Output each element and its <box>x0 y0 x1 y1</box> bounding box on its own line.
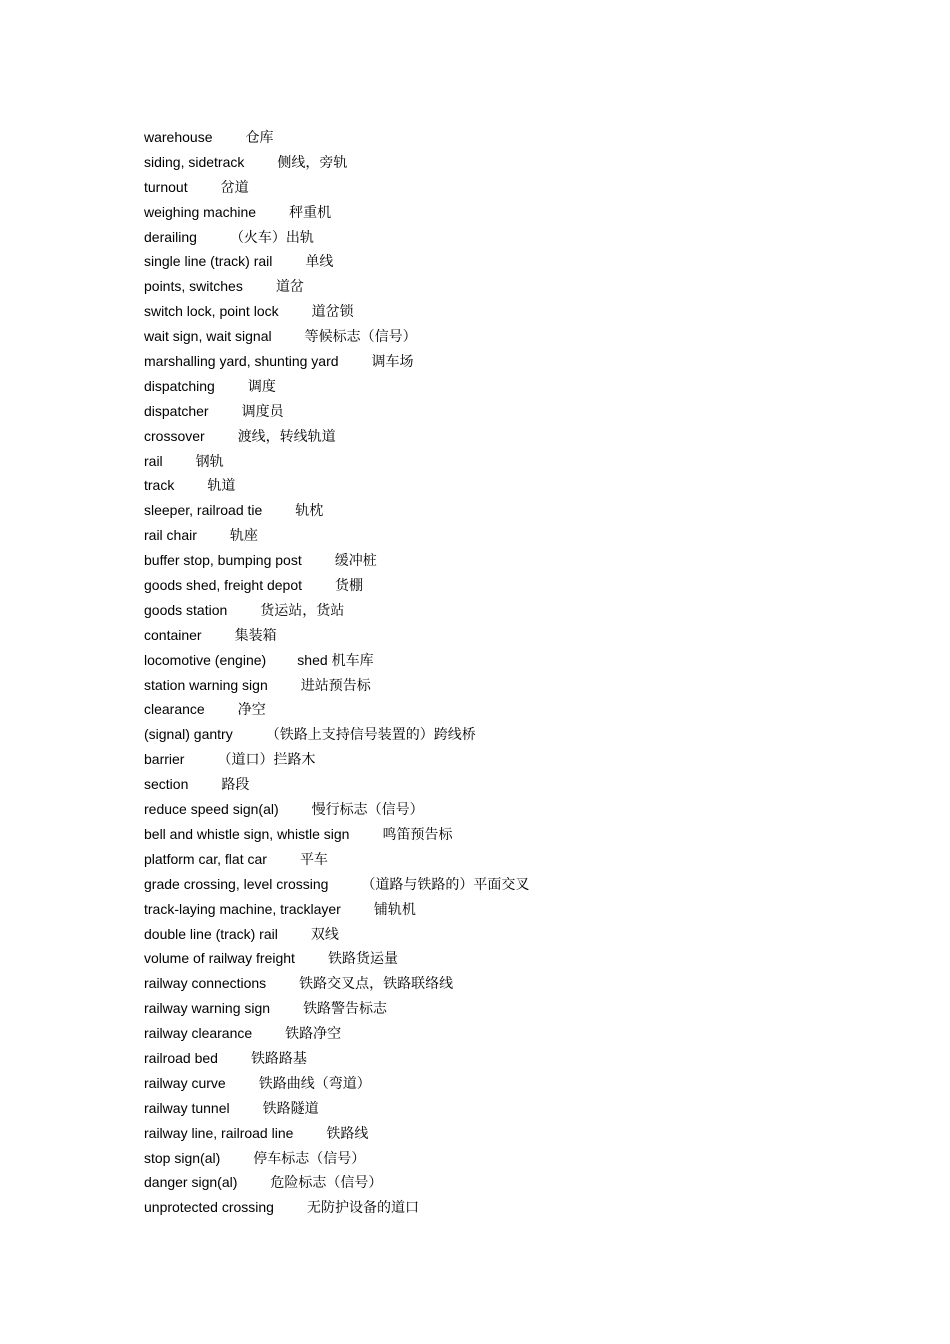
english-term: double line (track) rail <box>144 925 278 942</box>
english-term: warehouse <box>144 129 213 145</box>
chinese-translation: （铁路上支持信号装置的）跨线桥 <box>265 727 476 744</box>
glossary-entry <box>144 573 529 598</box>
english-term: railroad bed <box>144 1049 218 1066</box>
english-term: section <box>144 776 189 793</box>
chinese-translation: 道岔 <box>275 279 304 296</box>
glossary-entry <box>144 1096 529 1121</box>
chinese-translation: 铁路曲线（弯道） <box>258 1075 371 1092</box>
chinese-translation: （道口）拦路木 <box>217 752 316 769</box>
glossary-entry <box>144 772 529 797</box>
chinese-translation: （火车）出轨 <box>229 229 314 246</box>
english-term: railway connections <box>144 975 267 992</box>
glossary-entry <box>144 498 529 523</box>
english-term: railway curve <box>144 1074 226 1091</box>
english-term: container <box>144 626 202 643</box>
chinese-translation: 货运站，货站 <box>260 602 345 619</box>
glossary-entry <box>144 374 529 399</box>
glossary-entry <box>144 648 529 673</box>
english-term: siding, sidetrack <box>144 153 245 170</box>
english-term: rail chair <box>144 527 197 544</box>
english-term: (signal) gantry <box>144 726 233 743</box>
glossary-entry <box>144 1121 529 1146</box>
glossary-entry <box>144 673 529 698</box>
chinese-translation: 道岔锁 <box>311 304 354 321</box>
glossary-entry <box>144 548 529 573</box>
chinese-translation: 铁路线 <box>326 1125 369 1142</box>
glossary-entry <box>144 847 529 872</box>
english-term: grade crossing, level crossing <box>144 875 329 892</box>
chinese-translation: 路段 <box>221 777 250 794</box>
glossary-entry <box>144 150 529 175</box>
chinese-translation: 钢轨 <box>195 453 224 470</box>
english-term: switch lock, point lock <box>144 303 279 320</box>
glossary-entry <box>144 946 529 971</box>
glossary-entry <box>144 324 529 349</box>
glossary-entry <box>144 722 529 747</box>
glossary-entry <box>144 200 529 225</box>
english-term: volume of railway freight <box>144 950 295 967</box>
english-term: derailing <box>144 228 197 245</box>
english-term: reduce speed sign(al) <box>144 801 279 818</box>
chinese-translation: 鸣笛预告标 <box>382 826 453 843</box>
chinese-translation: 侧线，旁轨 <box>277 154 348 171</box>
english-term: goods station <box>144 601 228 618</box>
english-term: crossover <box>144 427 205 444</box>
glossary-entry <box>144 399 529 424</box>
chinese-translation: 仓库 <box>245 130 274 146</box>
glossary-entry <box>144 175 529 200</box>
glossary-entry <box>144 797 529 822</box>
chinese-translation: 危险标志（信号） <box>270 1175 383 1192</box>
chinese-translation: 等候标志（信号） <box>304 329 417 346</box>
chinese-translation: （道路与铁路的）平面交叉 <box>361 876 530 893</box>
chinese-translation: 单线 <box>305 254 334 271</box>
chinese-translation: 秤重机 <box>289 204 332 221</box>
chinese-translation: 渡线，转线轨道 <box>237 428 336 445</box>
english-term: buffer stop, bumping post <box>144 552 302 569</box>
chinese-translation: 无防护设备的道口 <box>306 1200 419 1217</box>
chinese-translation: 轨道 <box>207 478 236 495</box>
glossary-entry <box>144 1146 529 1171</box>
chinese-translation: 铁路警告标志 <box>303 1001 388 1018</box>
chinese-translation: 调度员 <box>241 403 284 420</box>
glossary-entry <box>144 1071 529 1096</box>
english-term: points, switches <box>144 278 243 295</box>
english-term: turnout <box>144 178 188 195</box>
railway-glossary-list <box>144 125 529 1220</box>
glossary-entry <box>144 1170 529 1195</box>
english-term: dispatcher <box>144 402 209 419</box>
english-term: platform car, flat car <box>144 850 267 867</box>
glossary-entry <box>144 473 529 498</box>
english-term: wait sign, wait signal <box>144 328 272 345</box>
glossary-entry <box>144 125 529 150</box>
english-term: weighing machine <box>144 203 257 220</box>
glossary-entry <box>144 971 529 996</box>
glossary-entry <box>144 996 529 1021</box>
glossary-entry <box>144 623 529 648</box>
chinese-translation: 集装箱 <box>234 627 277 644</box>
chinese-translation: 慢行标志（信号） <box>311 802 424 819</box>
english-term: railway line, railroad line <box>144 1124 294 1141</box>
glossary-entry <box>144 822 529 847</box>
english-term: rail <box>144 452 163 469</box>
english-term: danger sign(al) <box>144 1174 238 1191</box>
glossary-entry <box>144 747 529 772</box>
english-term: track <box>144 477 175 494</box>
chinese-translation: 平车 <box>299 851 328 868</box>
chinese-translation: 缓冲桩 <box>334 553 377 570</box>
glossary-entry <box>144 274 529 299</box>
english-term: single line (track) rail <box>144 253 273 270</box>
glossary-entry <box>144 299 529 324</box>
english-term: clearance <box>144 701 205 718</box>
chinese-translation: 铁路路基 <box>250 1050 307 1067</box>
english-term: railway warning sign <box>144 1000 271 1017</box>
chinese-translation: 调车场 <box>371 354 414 371</box>
glossary-entry <box>144 449 529 474</box>
chinese-translation: 机车库 <box>331 652 374 669</box>
glossary-entry <box>144 598 529 623</box>
chinese-translation: 净空 <box>237 702 266 719</box>
glossary-entry <box>144 523 529 548</box>
chinese-translation: 双线 <box>310 926 339 943</box>
glossary-entry <box>144 1021 529 1046</box>
glossary-entry <box>144 424 529 449</box>
english-term: barrier <box>144 751 185 768</box>
chinese-translation: 调度 <box>247 378 276 395</box>
glossary-entry <box>144 1195 529 1220</box>
chinese-translation: 货棚 <box>335 578 364 595</box>
glossary-entry <box>144 249 529 274</box>
english-term: bell and whistle sign, whistle sign <box>144 825 350 842</box>
chinese-translation: 轨座 <box>229 528 258 545</box>
english-term: sleeper, railroad tie <box>144 502 263 519</box>
chinese-translation: 进站预告标 <box>300 677 371 694</box>
english-term: locomotive (engine) shed <box>144 651 328 668</box>
english-term: dispatching <box>144 377 215 394</box>
glossary-entry <box>144 697 529 722</box>
glossary-entry <box>144 349 529 374</box>
english-term: goods shed, freight depot <box>144 577 303 594</box>
english-term: railway tunnel <box>144 1099 230 1116</box>
glossary-entry <box>144 897 529 922</box>
chinese-translation: 铁路货运量 <box>327 951 398 968</box>
chinese-translation: 停车标志（信号） <box>253 1150 366 1167</box>
glossary-entry <box>144 872 529 897</box>
chinese-translation: 铁路交叉点，铁路联络线 <box>299 976 454 993</box>
glossary-entry <box>144 225 529 250</box>
english-term: railway clearance <box>144 1025 253 1042</box>
english-term: station warning sign <box>144 676 268 693</box>
chinese-translation: 铁路隧道 <box>262 1100 319 1117</box>
chinese-translation: 铁路净空 <box>285 1026 342 1043</box>
english-term: marshalling yard, shunting yard <box>144 353 339 370</box>
english-term: unprotected crossing <box>144 1199 274 1216</box>
chinese-translation: 岔道 <box>220 179 249 196</box>
english-term: stop sign(al) <box>144 1149 221 1166</box>
english-term: track-laying machine, tracklayer <box>144 900 341 917</box>
glossary-entry <box>144 1046 529 1071</box>
chinese-translation: 轨枕 <box>295 503 324 520</box>
chinese-translation: 铺轨机 <box>373 901 416 918</box>
glossary-entry <box>144 922 529 947</box>
